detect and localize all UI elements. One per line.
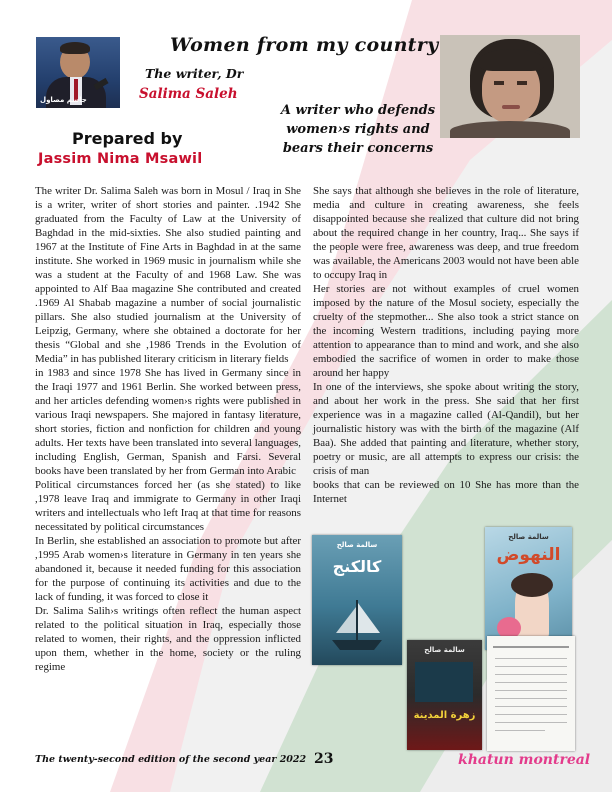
footer-brand: khatun montreal (458, 752, 591, 768)
book1-author: سالمة صالح (336, 541, 378, 549)
book3-title: زهرة المدينة (413, 710, 476, 721)
author-name: Jassim Nima Msawil (38, 151, 203, 167)
book-cover-1 (312, 535, 402, 665)
book3-author: سالمة صالح (424, 646, 465, 654)
ship-illustration (322, 595, 392, 655)
article-text-left: The writer Dr. Salima Saleh was born in Mosul / Iraq in She is a writer, writer of short stories and painter. .1942 She graduated from the Faculty of Law at the University of Baghdad in the mid-sixties. She also studied painting and 1967 at the Institute of Fine Arts in Baghdad in at the same institute. She worked in 1969 music in journalism while she was a student at the Faculty of and 1968 Law. She was appointed to Alf Baa magazine She contributed and created .1969 Al Shabab magazine a number of social journalistic pillars. She also studied journalism at the University of Leipzig, Germany, where she obtained a doctorate for her thesis “Global and she ,1986 Trends in the Evolution of Media” in has published literary criticism in literary fields in 1983 and since 1978 She has lived in Germany since in the Iraqi 1977 and 1961 Berlin. She worked between press, and her articles defending women›s rights were published in various Iraqi newspapers. She majored in fantasy literature, short stories, fiction and nonfiction for children and young adults. Her texts have been translated into several languages, including English, German, Spanish and Farsi. Several books have been translated by her from German into Arabic Political circumstances forced her (as she stated) to like ,1978 leave Iraq and immigrate to Germany in other Iraqi writers and intellectuals who left Iraq at that time for reasons necessitated by political circumstances In Berlin, she established an association to promote but after ,1995 Arab women›s literature in Germany in ten years she abandoned it, because it needed funding for this association for the purpose of continuing its activities and due to the lack of funding, it was forced to close it Dr. Salima Salih›s writings often reflect the human aspect related to the political situation in Iraq, especially those related to women, their rights, and the oppression inflicted upon them, whether in the home, society or the ruling regime (35, 185, 301, 673)
article-title: Women from my country (170, 34, 439, 56)
article-subtitle: The writer, Dr (145, 66, 244, 81)
author-photo (36, 37, 120, 108)
book-cover-2 (485, 527, 572, 650)
photo-caption: جاسم مصاول (40, 96, 87, 104)
subject-photo (440, 35, 580, 138)
article-text-right: She says that although she believes in the role of literature, media and culture in creating awareness, she feels disappointed because she realized that culture did not bring about the required change in her country, Iraq... She says if the people were free, awareness was deep, and true freedom was available, the Americans 2003 would not have been able to occupy Iraq in Her stories are not without examples of cruel women imposed by the nature of the Mosul society, especially the cruelty of the stepmother... She also took a strict stance on the incoming Western traditions, including paying more attention to appearance than to mind and work, and she also embodied the sacrifice of women in order to make those around her happy In one of the interviews, she spoke about writing the story, and about her work in the press. She said that her first experience was in a magazine called (Al-Qandil), but her journalistic history was with the birth of the magazine (Alf Baa). She added that painting and literature, whether story, poetry or music, are all attempts to express our crisis: the crisis of man books that can be reviewed on 10 She has more than the Internet (313, 185, 579, 505)
book2-title: النهوض (496, 545, 561, 565)
book-cover-4 (487, 636, 575, 751)
book-cover-3 (407, 640, 482, 750)
book1-title: كالكنج (332, 557, 382, 576)
footer-edition: The twenty-second edition of the second year 2022 (35, 754, 307, 765)
book2-author: سالمة صالح (508, 533, 549, 541)
prepared-by-label: Prepared by (72, 129, 183, 148)
article-column-left (35, 184, 301, 674)
subject-name: Salima Saleh (139, 86, 238, 102)
article-column-right (313, 184, 579, 506)
article-tagline: A writer who defends women›s rights and bears their concerns (280, 103, 436, 156)
page-number: 23 (314, 751, 334, 767)
